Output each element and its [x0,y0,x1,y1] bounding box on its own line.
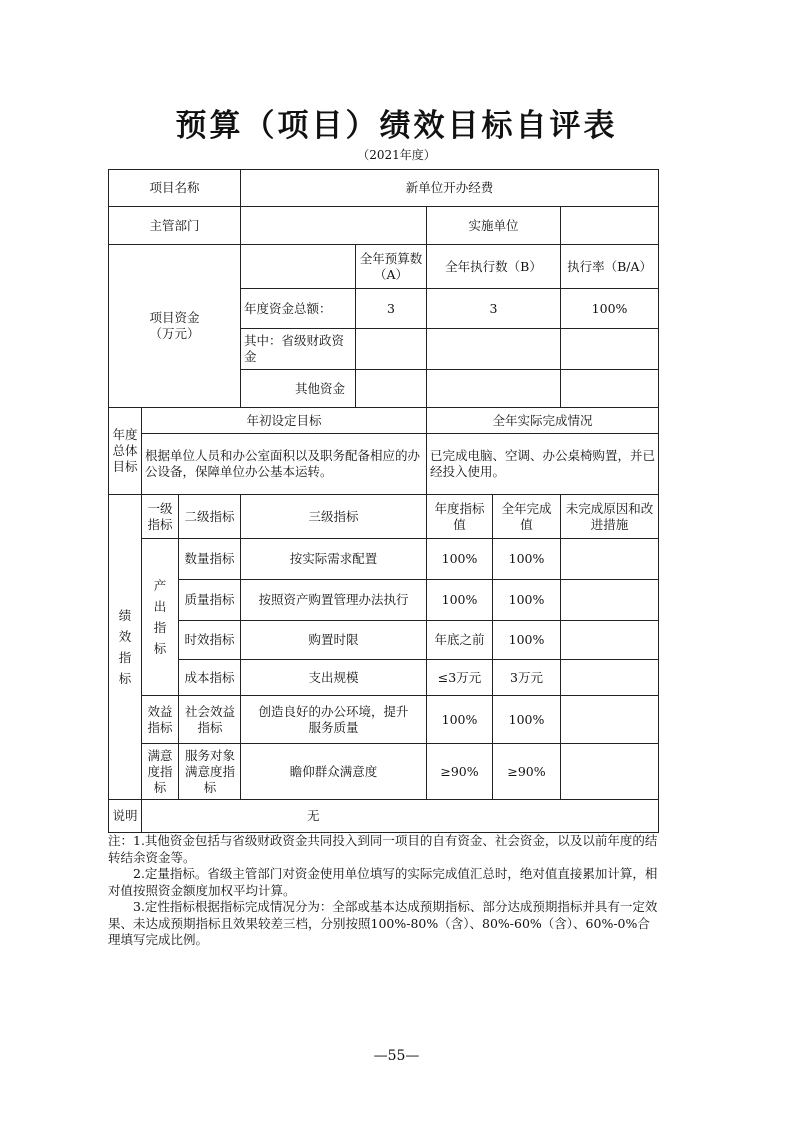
funds-header-row [109,245,659,289]
indicator-target: 100% [427,580,493,621]
indicator-row [109,539,659,580]
indicator-row [109,696,659,744]
indicator-header-l3: 三级指标 [241,495,427,539]
indicator-target: 100% [427,539,493,580]
year-subtitle: （2021年度） [357,148,436,162]
funds-header-blank [241,245,356,289]
impl-unit-value [561,207,659,245]
indicator-header-target: 年度指标值 [427,495,493,539]
funds-budget-value [356,370,427,408]
overall-header-row [109,408,659,434]
indicator-row [109,744,659,800]
funds-row-label: 其他资金 [241,370,356,408]
funds-rate-value [561,329,659,370]
funds-col-rate: 执行率（B/A） [561,245,659,289]
footnote-2: 2.定量指标。省级主管部门对资金使用单位填写的实际完成值汇总时，绝对值直接累加计算，相对值按照资金额度加权平均计算。 [108,866,658,898]
indicator-l1-benefit: 效益指标 [142,696,179,744]
funds-row-label: 年度资金总额： [241,289,356,329]
overall-col-target: 年初设定目标 [142,408,427,434]
indicator-l1-output: 产出指标 [142,539,179,696]
project-name-value: 新单位开办经费 [241,170,659,207]
indicator-l3: 支出规模 [241,660,427,696]
indicator-reason [561,660,659,696]
overall-content-row [109,434,659,495]
funds-exec-value [427,329,561,370]
dept-row [109,207,659,245]
impl-unit-label: 实施单位 [427,207,561,245]
indicator-header-l1: 一级指标 [142,495,179,539]
indicator-l2: 社会效益指标 [179,696,241,744]
overall-target-text: 根据单位人员和办公室面积以及职务配备相应的办公设备，保障单位办公基本运转。 [142,434,427,495]
indicator-header-reason: 未完成原因和改进措施 [561,495,659,539]
indicator-actual: 100% [493,621,561,660]
funds-exec-value [427,370,561,408]
indicator-actual: ≥90% [493,744,561,800]
indicator-target: ≥90% [427,744,493,800]
page-number: —55— [373,1048,420,1064]
footnote-3: 3.定性指标根据指标完成情况分为：全部或基本达成预期指标、部分达成预期指标并具有一定效果、未达成预期指标且效果较差三档，分别按照100%-80%（含）、80%-60%（含）、60%-0%合理填写完成比例。 [108,899,658,947]
indicator-l3: 创造良好的办公环境，提升服务质量 [241,696,427,744]
project-name-row [109,170,659,207]
indicators-label: 绩效指标 [109,495,142,800]
indicator-l1-satisfaction: 满意度指标 [142,744,179,800]
dept-label: 主管部门 [109,207,241,245]
overall-actual-text: 已完成电脑、空调、办公桌椅购置，并已经投入使用。 [427,434,659,495]
overall-label: 年度总体目标 [109,408,142,495]
indicator-row [109,580,659,621]
indicator-l3: 按实际需求配置 [241,539,427,580]
indicator-l2: 时效指标 [179,621,241,660]
funds-budget-value [356,329,427,370]
remarks-value: 无 [142,800,659,833]
indicator-header-l2: 二级指标 [179,495,241,539]
indicator-l2: 数量指标 [179,539,241,580]
funds-col-exec: 全年执行数（B） [427,245,561,289]
indicator-l3: 瞻仰群众满意度 [241,744,427,800]
footnotes [108,833,658,949]
indicator-reason [561,744,659,800]
indicator-reason [561,580,659,621]
indicator-header-actual: 全年完成值 [493,495,561,539]
indicator-actual: 100% [493,580,561,621]
indicator-actual: 100% [493,696,561,744]
indicator-l3: 按照资产购置管理办法执行 [241,580,427,621]
indicator-l2: 成本指标 [179,660,241,696]
overall-col-actual: 全年实际完成情况 [427,408,659,434]
indicator-target: 年底之前 [427,621,493,660]
indicator-target: ≤3万元 [427,660,493,696]
indicator-row [109,621,659,660]
funds-budget-value: 3 [356,289,427,329]
indicator-reason [561,539,659,580]
evaluation-table [108,169,659,833]
project-name-label: 项目名称 [109,170,241,207]
funds-rate-value [561,370,659,408]
indicator-l2: 质量指标 [179,580,241,621]
indicator-actual: 100% [493,539,561,580]
indicator-l2: 服务对象满意度指标 [179,744,241,800]
remarks-label: 说明 [109,800,142,833]
funds-exec-value: 3 [427,289,561,329]
indicator-target: 100% [427,696,493,744]
indicator-actual: 3万元 [493,660,561,696]
funds-col-budget: 全年预算数（A） [356,245,427,289]
funds-row-label: 其中：省级财政资金 [241,329,356,370]
funds-rate-value: 100% [561,289,659,329]
indicator-row [109,660,659,696]
footnote-1: 注：1.其他资金包括与省级财政资金共同投入到同一项目的自有资金、社会资金，以及以前年度的结转结余资金等。 [108,833,658,865]
indicator-l3: 购置时限 [241,621,427,660]
indicator-reason [561,621,659,660]
indicators-header-row [109,495,659,539]
indicator-reason [561,696,659,744]
remarks-row [109,800,659,833]
page-title: 预算（项目）绩效目标自评表 [175,108,618,144]
dept-value [241,207,427,245]
funds-label: 项目资金（万元） [109,245,241,408]
